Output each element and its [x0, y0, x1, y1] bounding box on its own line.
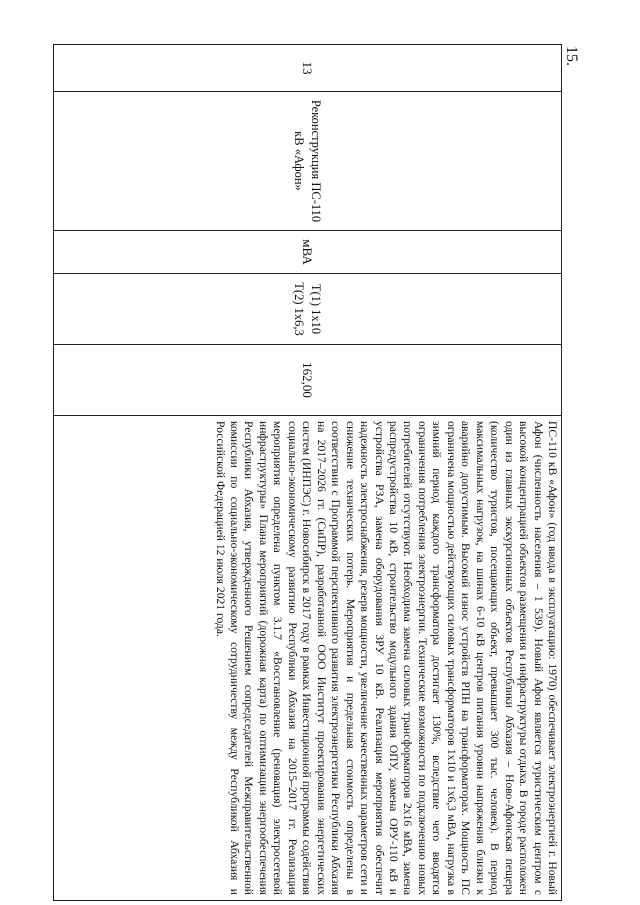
power-line-1: Т(1) 1x10: [309, 283, 324, 335]
description-cell: [54, 416, 562, 901]
table-row: [54, 45, 562, 901]
measures-table: [53, 44, 562, 901]
page-number: 15.: [563, 46, 580, 66]
row-number: 13: [54, 45, 562, 92]
cost-cell: 162,00: [54, 345, 562, 416]
measure-name: Реконструкция ПС-110 кВ «Афон»: [54, 92, 562, 231]
description-text: ПС-110 кВ «Афон» (год ввода в эксплуатацию: 1970) обеспечивает электроэнергией г. Новый Афон (численность населения – 1 539). Новый Афон является туристическим центром с высокой концентрацией объектов размещения и инфраструктуры отдыха. В городе расположен один из главных экскурсионных объектов Республики Абхазия – Ново-Афонская пещера (количество туристов, посещающих объект, превышает 300 тыс. человек). В период максимальных нагрузок, на шинах 6-10 кВ центров питания уровни напряжения близки к аварийно допустимым. Высокий износ устройств РПН на трансформаторах. Мощность ПС ограничена мощностью действующих силовых трансформаторов 1х10 и 1х6,3 мВА, нагрузка в зимний период каждого трансформатора достигает 130%, вследствие чего вводятся ограничения потребления электроэнергии. Технические возможности по подключению новых потребителей отсутствуют. Необходима замена силовых трансформаторов 2х16 мВА, замена распредустройства 10 кВ, строительство модульного здания ОПУ, замена ОРУ-110 кВ и устройства РЗА, замена оборудования ЗРУ 10 кВ. Реализация мероприятия обеспечит надежность электроснабжения, резерв мощности, увеличение качественных параметров сети и снижение технических потерь. Мероприятия и предельная стоимость определены в соответствии с Программой перспективного развития электроэнергетики Республики Абхазия на 2017–2026 гг. (СиПР), разработанной ООО Институт проектирования энергетических систем (ИНПЭС) г. Новосибирск в 2017 году в рамках Инвестиционной программы содействия социально-экономическому развитию Республики Абхазия на 2015–2017 гг. Реализация мероприятия определена пунктом 3.1.7 «Восстановление (реновация) электросетевой инфраструктуры» Плана мероприятий (дорожная карта) по оптимизации энергообеспечения Республики Абхазия, утвержденного Решением сопредседателей Межправительственной комиссии по социально-экономическому сотрудничеству между Республикой Абхазия и Российской Федерацией 12 июля 2021 года.: [213, 421, 559, 895]
rotated-table-wrapper: [53, 44, 562, 895]
unit-cell: мВА: [54, 231, 562, 274]
power-cell: [54, 274, 562, 345]
power-line-2: Т(2) 1x6,3: [292, 282, 307, 336]
